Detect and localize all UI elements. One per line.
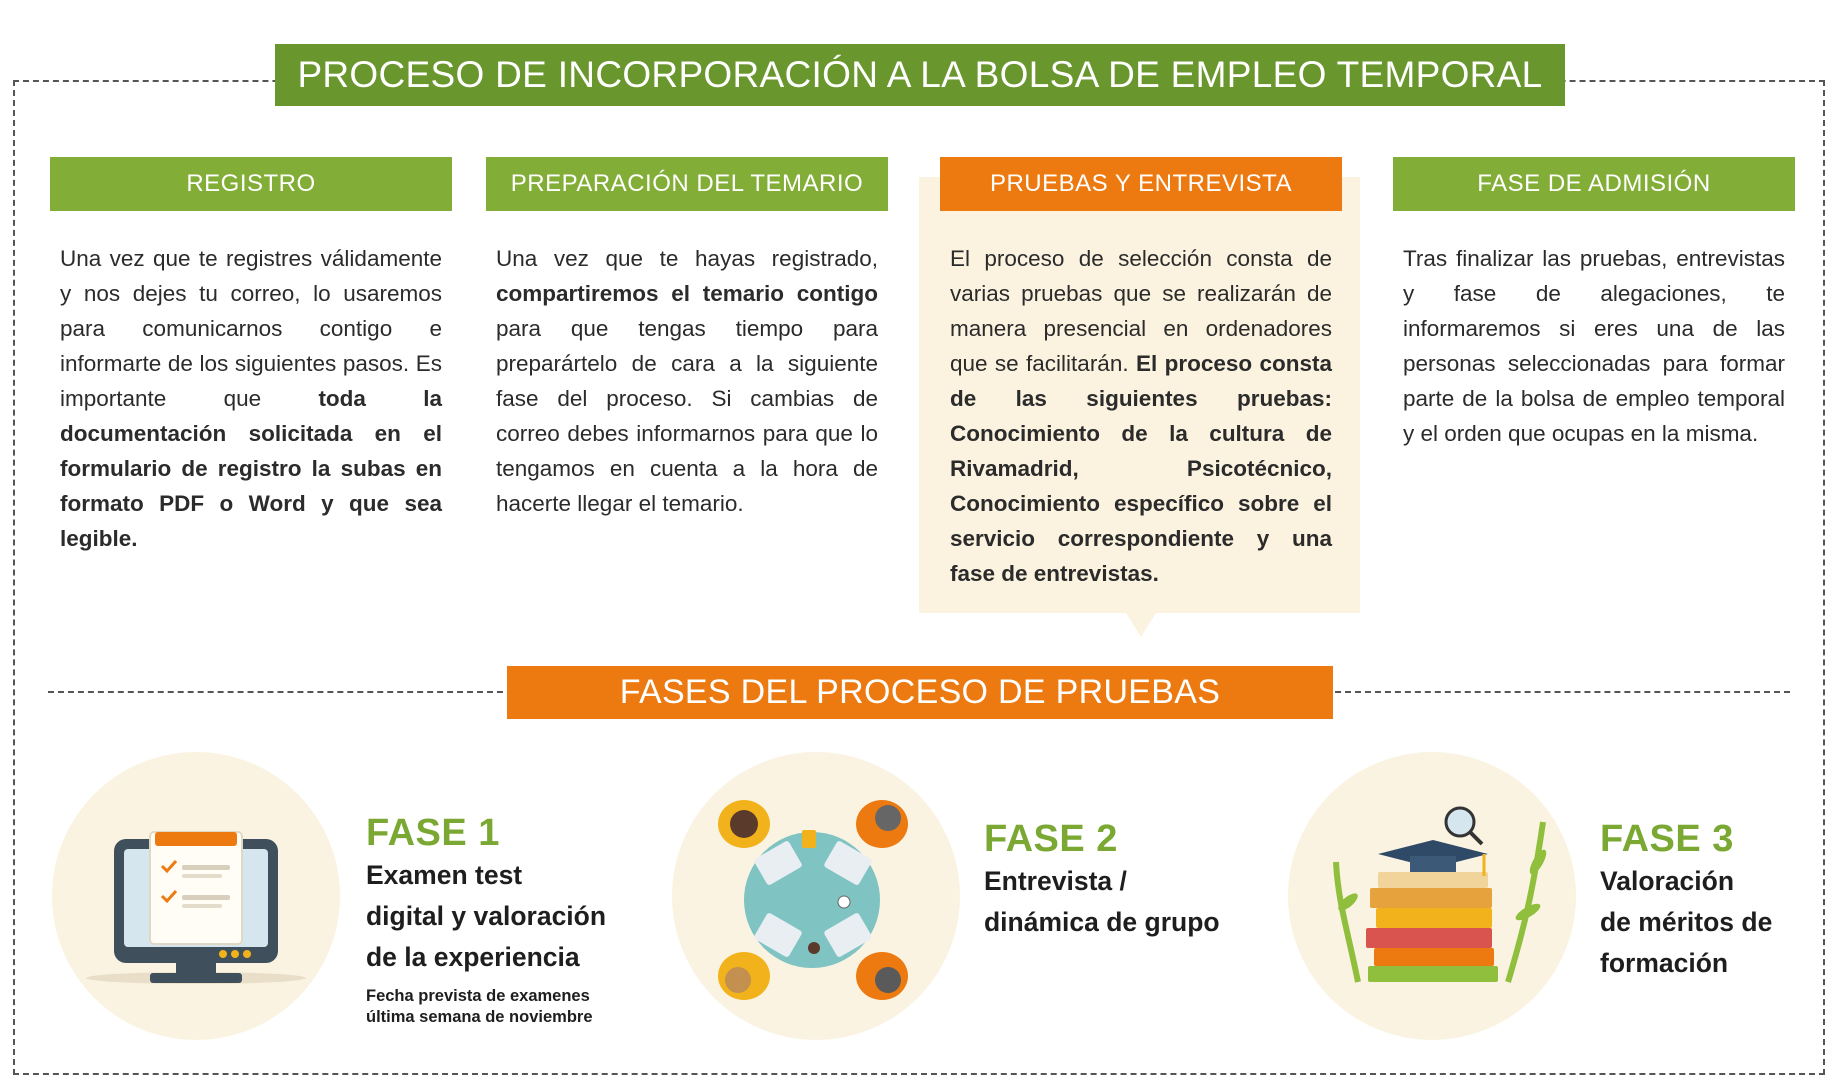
computer-checklist-icon bbox=[52, 752, 340, 1040]
fase-1 bbox=[366, 812, 606, 1028]
column-body bbox=[1393, 241, 1795, 451]
fase-number: FASE 3 bbox=[1600, 818, 1734, 860]
fase-2 bbox=[984, 818, 1220, 943]
books-graduation-icon bbox=[1288, 752, 1576, 1040]
body-text: El proceso de selección consta de varias pruebas que se realizarán de manera presencial en ordenadores que se facilitarán. bbox=[950, 246, 1332, 376]
column-header: REGISTRO bbox=[50, 157, 452, 211]
bold-text: toda la documentación solicitada en el formulario de registro la subas en formato PDF o Word y que sea legible. bbox=[60, 386, 442, 551]
body-text: Tras finalizar las pruebas, entrevistas y fase de alegaciones, te informaremos si eres una de las personas seleccionadas para formar parte de la bolsa de empleo temporal y el orden que ocupas en la misma. bbox=[1403, 246, 1785, 446]
body-text: Una vez que te registres válidamente y nos dejes tu correo, lo usaremos para comunicarnos contigo e informarte de los siguientes pasos. Es importante que bbox=[60, 246, 442, 411]
group-meeting-icon bbox=[672, 752, 960, 1040]
highlight-pointer bbox=[1126, 613, 1156, 637]
fase-description: Entrevista / dinámica de grupo bbox=[984, 866, 1220, 937]
fase-description: Examen test digital y valoración de la experiencia bbox=[366, 860, 607, 972]
body-text: para que tengas tiempo para preparártelo de cara a la siguiente fase del proceso. Si cambias de correo debes informarnos para que lo tengamos en cuenta a la hora de hacerte llegar el temario. bbox=[496, 316, 878, 516]
fase-3 bbox=[1600, 818, 1772, 984]
phases-title: FASES DEL PROCESO DE PRUEBAS bbox=[507, 666, 1333, 719]
column-registro bbox=[50, 157, 452, 556]
fase-number: FASE 1 bbox=[366, 812, 500, 854]
column-header: PRUEBAS Y ENTREVISTA bbox=[940, 157, 1342, 211]
column-body bbox=[486, 241, 888, 521]
exam-date-note: Fecha prevista de examenes última semana de noviembre bbox=[366, 987, 593, 1026]
bold-text: El proceso consta de las siguientes pruebas: Conocimiento de la cultura de Rivamadrid, Psicotécnico, Conocimiento específico sobre el servicio correspondiente y una fase de entrevistas. bbox=[950, 351, 1332, 586]
fase-description: Valoración de méritos de formación bbox=[1600, 866, 1773, 978]
column-admision bbox=[1393, 157, 1795, 451]
column-preparacion bbox=[486, 157, 888, 521]
column-header: PREPARACIÓN DEL TEMARIO bbox=[486, 157, 888, 211]
bold-text: compartiremos el temario contigo bbox=[496, 281, 878, 306]
column-pruebas bbox=[940, 157, 1342, 591]
body-text: Una vez que te hayas registrado, bbox=[496, 246, 878, 271]
column-body bbox=[50, 241, 452, 556]
column-header: FASE DE ADMISIÓN bbox=[1393, 157, 1795, 211]
column-body bbox=[940, 241, 1342, 591]
page-title: PROCESO DE INCORPORACIÓN A LA BOLSA DE EMPLEO TEMPORAL bbox=[275, 44, 1565, 106]
fase-number: FASE 2 bbox=[984, 818, 1118, 860]
